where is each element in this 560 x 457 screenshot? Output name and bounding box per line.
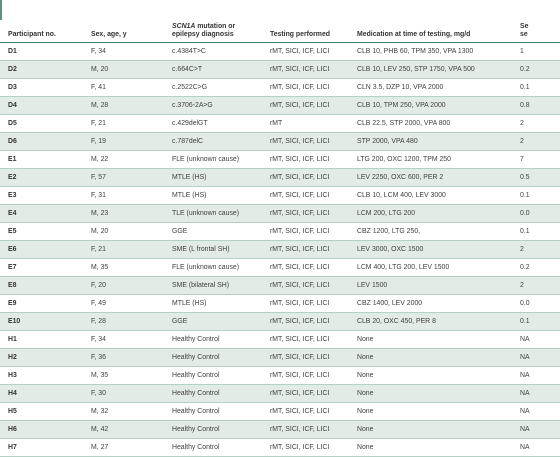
header-row xyxy=(0,8,560,43)
cell-medication: CLB 10, PHB 60, TPM 350, VPA 1300 xyxy=(349,43,512,61)
cell-truncated: 0.1 xyxy=(512,313,560,331)
table-row xyxy=(0,403,560,421)
cell-testing: rMT, SICI, ICF, LICI xyxy=(262,133,349,151)
table-row xyxy=(0,349,560,367)
cell-diagnosis: MTLE (HS) xyxy=(164,169,262,187)
cell-testing: rMT, SICI, ICF, LICI xyxy=(262,277,349,295)
cell-participant: E10 xyxy=(0,313,83,331)
table-container xyxy=(0,8,530,457)
cell-participant: E8 xyxy=(0,277,83,295)
cell-testing: rMT, SICI, ICF, LICI xyxy=(262,79,349,97)
cell-testing: rMT, SICI, ICF, LICI xyxy=(262,439,349,457)
cell-medication: STP 2000, VPA 480 xyxy=(349,133,512,151)
cell-participant: E9 xyxy=(0,295,83,313)
table-row xyxy=(0,331,560,349)
cell-participant: D1 xyxy=(0,43,83,61)
cell-testing: rMT, SICI, ICF, LICI xyxy=(262,187,349,205)
table-row xyxy=(0,421,560,439)
cell-diagnosis: c.4384T>C xyxy=(164,43,262,61)
cell-testing: rMT, SICI, ICF, LICI xyxy=(262,403,349,421)
cell-medication: None xyxy=(349,421,512,439)
cell-testing: rMT, SICI, ICF, LICI xyxy=(262,331,349,349)
table-row xyxy=(0,259,560,277)
cell-medication: CLB 22.5, STP 2000, VPA 800 xyxy=(349,115,512,133)
cell-participant: E5 xyxy=(0,223,83,241)
cell-sex-age: M, 22 xyxy=(83,151,164,169)
cell-diagnosis: c.429delGT xyxy=(164,115,262,133)
cell-participant: E1 xyxy=(0,151,83,169)
table-row xyxy=(0,439,560,457)
cell-testing: rMT, SICI, ICF, LICI xyxy=(262,223,349,241)
cell-participant: E7 xyxy=(0,259,83,277)
table-header xyxy=(0,8,560,43)
cell-sex-age: F, 21 xyxy=(83,115,164,133)
cell-medication: CBZ 1400, LEV 2000 xyxy=(349,295,512,313)
cell-sex-age: F, 31 xyxy=(83,187,164,205)
cell-participant: E6 xyxy=(0,241,83,259)
cell-diagnosis: Healthy Control xyxy=(164,385,262,403)
table-body xyxy=(0,43,560,457)
cell-testing: rMT, SICI, ICF, LICI xyxy=(262,313,349,331)
cell-medication: None xyxy=(349,403,512,421)
cell-truncated: 2 xyxy=(512,115,560,133)
cell-truncated: 0.0 xyxy=(512,295,560,313)
table-row xyxy=(0,277,560,295)
header-truncated: Se se xyxy=(512,8,560,43)
cell-diagnosis: SME (L frontal SH) xyxy=(164,241,262,259)
table-row xyxy=(0,223,560,241)
cell-diagnosis: c.2522C>G xyxy=(164,79,262,97)
table-row xyxy=(0,241,560,259)
cell-sex-age: F, 34 xyxy=(83,331,164,349)
cell-testing: rMT, SICI, ICF, LICI xyxy=(262,367,349,385)
cell-testing: rMT, SICI, ICF, LICI xyxy=(262,385,349,403)
participants-table xyxy=(0,8,560,457)
cell-medication: None xyxy=(349,439,512,457)
table-row xyxy=(0,115,560,133)
table-row xyxy=(0,97,560,115)
cell-truncated: 0.2 xyxy=(512,259,560,277)
cell-truncated: 2 xyxy=(512,241,560,259)
cell-testing: rMT, SICI, ICF, LICI xyxy=(262,259,349,277)
cell-sex-age: M, 32 xyxy=(83,403,164,421)
table-row xyxy=(0,385,560,403)
cell-participant: H5 xyxy=(0,403,83,421)
header-sex-age: Sex, age, y xyxy=(83,8,164,43)
cell-diagnosis: FLE (unknown cause) xyxy=(164,259,262,277)
cell-sex-age: F, 21 xyxy=(83,241,164,259)
cell-truncated: 0.1 xyxy=(512,223,560,241)
cell-medication: CLB 10, LEV 250, STP 1750, VPA 500 xyxy=(349,61,512,79)
cell-participant: H1 xyxy=(0,331,83,349)
cell-sex-age: M, 35 xyxy=(83,367,164,385)
cell-diagnosis: c.3706-2A>G xyxy=(164,97,262,115)
cell-medication: LEV 3000, OXC 1500 xyxy=(349,241,512,259)
cell-participant: E2 xyxy=(0,169,83,187)
cell-sex-age: M, 23 xyxy=(83,205,164,223)
cell-truncated: 0.0 xyxy=(512,205,560,223)
cell-participant: H2 xyxy=(0,349,83,367)
table-row xyxy=(0,133,560,151)
cell-diagnosis: Healthy Control xyxy=(164,421,262,439)
cell-sex-age: F, 36 xyxy=(83,349,164,367)
cell-medication: CLB 10, LCM 400, LEV 3000 xyxy=(349,187,512,205)
cell-testing: rMT, SICI, ICF, LICI xyxy=(262,349,349,367)
cell-participant: D4 xyxy=(0,97,83,115)
cell-diagnosis: TLE (unknown cause) xyxy=(164,205,262,223)
cell-testing: rMT, SICI, ICF, LICI xyxy=(262,421,349,439)
cell-participant: E3 xyxy=(0,187,83,205)
gene-name: SCN1A xyxy=(172,23,196,30)
cell-sex-age: F, 34 xyxy=(83,43,164,61)
cell-sex-age: M, 20 xyxy=(83,223,164,241)
cell-diagnosis: c.787delC xyxy=(164,133,262,151)
table-row xyxy=(0,313,560,331)
cell-medication: None xyxy=(349,367,512,385)
cell-diagnosis: GGE xyxy=(164,223,262,241)
cell-diagnosis: Healthy Control xyxy=(164,349,262,367)
cell-sex-age: M, 35 xyxy=(83,259,164,277)
cell-truncated: 0.5 xyxy=(512,169,560,187)
header-testing: Testing performed xyxy=(262,8,349,43)
cell-sex-age: F, 57 xyxy=(83,169,164,187)
cell-participant: H4 xyxy=(0,385,83,403)
cell-sex-age: M, 27 xyxy=(83,439,164,457)
cell-medication: None xyxy=(349,349,512,367)
cell-testing: rMT, SICI, ICF, LICI xyxy=(262,97,349,115)
table-row xyxy=(0,367,560,385)
table-row xyxy=(0,43,560,61)
cell-truncated: 1 xyxy=(512,43,560,61)
cell-medication: None xyxy=(349,385,512,403)
cell-sex-age: F, 28 xyxy=(83,313,164,331)
cell-truncated: NA xyxy=(512,439,560,457)
header-medication: Medication at time of testing, mg/d xyxy=(349,8,512,43)
cell-participant: E4 xyxy=(0,205,83,223)
cell-medication: LEV 2250, OXC 600, PER 2 xyxy=(349,169,512,187)
header-diagnosis: SCN1A mutation or epilepsy diagnosis xyxy=(164,8,262,43)
table-row xyxy=(0,295,560,313)
cell-sex-age: F, 41 xyxy=(83,79,164,97)
cell-diagnosis: GGE xyxy=(164,313,262,331)
cell-diagnosis: Healthy Control xyxy=(164,403,262,421)
cell-diagnosis: c.664C>T xyxy=(164,61,262,79)
cell-testing: rMT, SICI, ICF, LICI xyxy=(262,61,349,79)
cell-medication: CLB 20, OXC 450, PER 8 xyxy=(349,313,512,331)
cell-truncated: 0.1 xyxy=(512,79,560,97)
table-row xyxy=(0,169,560,187)
cell-testing: rMT, SICI, ICF, LICI xyxy=(262,205,349,223)
cell-truncated: NA xyxy=(512,331,560,349)
cell-testing: rMT, SICI, ICF, LICI xyxy=(262,169,349,187)
cell-truncated: NA xyxy=(512,349,560,367)
cell-medication: LTG 200, OXC 1200, TPM 250 xyxy=(349,151,512,169)
cell-truncated: 0.1 xyxy=(512,187,560,205)
cell-truncated: 2 xyxy=(512,133,560,151)
cell-truncated: 0.8 xyxy=(512,97,560,115)
cell-medication: LCM 400, LTG 200, LEV 1500 xyxy=(349,259,512,277)
table-row xyxy=(0,187,560,205)
cell-sex-age: F, 30 xyxy=(83,385,164,403)
cell-truncated: 2 xyxy=(512,277,560,295)
cell-truncated: NA xyxy=(512,385,560,403)
cell-participant: D3 xyxy=(0,79,83,97)
cell-diagnosis: MTLE (HS) xyxy=(164,187,262,205)
cell-medication: LCM 200, LTG 200 xyxy=(349,205,512,223)
cell-diagnosis: SME (bilateral SH) xyxy=(164,277,262,295)
cell-medication: CLB 10, TPM 250, VPA 2000 xyxy=(349,97,512,115)
cell-truncated: NA xyxy=(512,421,560,439)
cell-diagnosis: Healthy Control xyxy=(164,367,262,385)
cell-participant: H6 xyxy=(0,421,83,439)
cell-sex-age: M, 42 xyxy=(83,421,164,439)
cell-medication: CBZ 1200, LTG 250, xyxy=(349,223,512,241)
cell-sex-age: F, 20 xyxy=(83,277,164,295)
table-row xyxy=(0,151,560,169)
cell-diagnosis: Healthy Control xyxy=(164,331,262,349)
table-row xyxy=(0,79,560,97)
cell-testing: rMT xyxy=(262,115,349,133)
cell-truncated: 7 xyxy=(512,151,560,169)
header-participant: Participant no. xyxy=(0,8,83,43)
cell-sex-age: F, 19 xyxy=(83,133,164,151)
table-row xyxy=(0,205,560,223)
cell-diagnosis: FLE (unknown cause) xyxy=(164,151,262,169)
cell-sex-age: M, 20 xyxy=(83,61,164,79)
cell-participant: D6 xyxy=(0,133,83,151)
cell-testing: rMT, SICI, ICF, LICI xyxy=(262,151,349,169)
cell-diagnosis: MTLE (HS) xyxy=(164,295,262,313)
cell-sex-age: M, 28 xyxy=(83,97,164,115)
table-row xyxy=(0,61,560,79)
cell-participant: H3 xyxy=(0,367,83,385)
cell-participant: H7 xyxy=(0,439,83,457)
cell-testing: rMT, SICI, ICF, LICI xyxy=(262,241,349,259)
cell-truncated: NA xyxy=(512,403,560,421)
cell-sex-age: F, 49 xyxy=(83,295,164,313)
cell-truncated: NA xyxy=(512,367,560,385)
cell-testing: rMT, SICI, ICF, LICI xyxy=(262,295,349,313)
cell-diagnosis: Healthy Control xyxy=(164,439,262,457)
cell-testing: rMT, SICI, ICF, LICI xyxy=(262,43,349,61)
cell-medication: CLN 3.5, DZP 10, VPA 2000 xyxy=(349,79,512,97)
cell-medication: None xyxy=(349,331,512,349)
cell-medication: LEV 1500 xyxy=(349,277,512,295)
cell-participant: D5 xyxy=(0,115,83,133)
cell-truncated: 0.2 xyxy=(512,61,560,79)
cell-participant: D2 xyxy=(0,61,83,79)
